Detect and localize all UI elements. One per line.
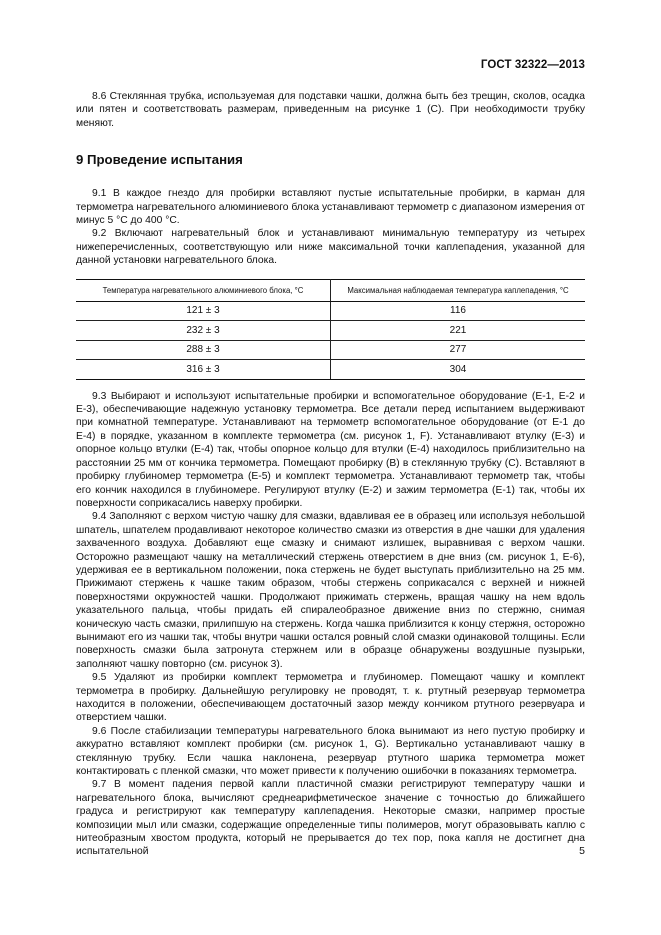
paragraph-9-3: 9.3 Выбирают и используют испытательные пробирки и вспомогательное оборудование (Е-1, Е-2 и Е-3), обеспечивающие надежную установку термометра. Все детали перед испытанием выдерживают при комнатной температуре. Устанавливают на термометр вспомогательное оборудование (от Е-1 до Е-4) в порядке, указанном в комплекте термометра (см. рисунок 1, F). Устанавливают втулку (Е-3) и опорное кольцо втулки (Е-4) так, чтобы опорное кольцо для втулки (Е-4) находилось приблизительно на расстоянии 25 мм от кончика термометра. Помещают пробирку (В) в стеклянную трубку (С). Вставляют в пробирку глубиномер термометра (Е-5) и комплект термометра. Устанавливают термометр так, чтобы его кончик находился в глубиномере. Регулируют втулку (Е-2) и зажим термометра (Е-1) так, чтобы их поверхности соприкасались наверху пробирки. <box>76 390 585 509</box>
paragraph-8-6: 8.6 Стеклянная трубка, используемая для подставки чашки, должна быть без трещин, сколов, осадка или пятен и соответствовать размерам, приведенным на рисунке 1 (С). При необходимости трубку меняют. <box>76 91 585 129</box>
page-number: 5 <box>579 845 585 857</box>
table-header-row <box>76 279 585 301</box>
table-cell: 316 ± 3 <box>76 360 331 380</box>
table-cell: 116 <box>331 301 586 321</box>
table-cell: 277 <box>331 340 586 360</box>
document-body <box>76 90 585 859</box>
document-standard-id: ГОСТ 32322—2013 <box>480 59 585 71</box>
paragraph-9-2: 9.2 Включают нагревательный блок и устанавливают минимальную температуру из четырех нижеперечисленных, соответствующую или ниже максимальной точки каплепадения, указанной для данной установки нагревательного блока. <box>76 228 585 267</box>
table-cell: 232 ± 3 <box>76 321 331 341</box>
table-row <box>76 321 585 341</box>
paragraph-9-1: 9.1 В каждое гнездо для пробирки вставляют пустые испытательные пробирки, в карман для термометра нагревательного алюминиевого блока устанавливают термометр с диапазоном измерения от минус 5 °C до 400 °C. <box>76 188 585 227</box>
temperature-table <box>76 279 585 380</box>
table-cell: 304 <box>331 360 586 380</box>
table-cell: 121 ± 3 <box>76 301 331 321</box>
table-cell: 288 ± 3 <box>76 340 331 360</box>
table-header-block-temperature: Температура нагревательного алюминиевого блока, °C <box>76 279 331 301</box>
table-cell: 221 <box>331 321 586 341</box>
table-header-dropping-point: Максимальная наблюдаемая температура каплепадения, °C <box>331 279 586 301</box>
table-row <box>76 301 585 321</box>
section-heading: 9 Проведение испытания <box>76 152 243 168</box>
paragraph-9-4: 9.4 Заполняют с верхом чистую чашку для смазки, вдавливая ее в образец или используя небольшой шпатель, шпателем продавливают некоторое количество смазки из отверстия в дне чашки для удаления захваченного воздуха. Добавляют еще смазку и снимают излишек, выравнивая с верхом чашки. Осторожно размещают чашку на металлический стержень отверстием в дне вниз (см. рисунок 1, Е-6), удерживая ее в вертикальном положении, пока стержень не будет выступать приблизительно на 25 мм. Прижимают стержень к чашке таким образом, чтобы стержень соприкасался с верхней и нижней поверхностями окружностей чашки. Продолжают прижимать стержень, вращая чашку на нем вдоль указательного пальца, чтобы придать ей спиралеобразное движение вниз по стержню, снимая коническую часть смазки, прилипшую на стержень. Когда чашка приблизится к концу стержня, осторожно вынимают его из чашки так, чтобы внутри чашки остался ровный слой смазки одинаковой толщины. Если поверхность смазки была затронута стержнем или в образце обнаружены воздушные пузырьки, заполняют чашку повторно (см. рисунок 3). <box>76 511 585 670</box>
paragraph-9-7: 9.7 В момент падения первой капли пластичной смазки регистрируют температуру чашки и нагревательного блока, вычисляют среднеарифметическое значение с точностью до ближайшего градуса и регистрируют как температуру каплепадения. Некоторые смазки, например простые композиции мыл или смазки, содержащие определенные типы полимеров, могут образовывать каплю с нитеобразным хвостом продукта, который не прерывается до тех пор, пока капля не достигнет дна испытательной <box>76 779 585 858</box>
paragraph-9-5: 9.5 Удаляют из пробирки комплект термометра и глубиномер. Помещают чашку и комплект термометра в пробирку. Дальнейшую регулировку не проводят, т. к. ртутный резервуар термометра находится в положении, обеспечивающем достаточный зазор между кончиком ртутного резервуара и отверстием чашки. <box>76 672 585 724</box>
table-row <box>76 360 585 380</box>
paragraph-9-6: 9.6 После стабилизации температуры нагревательного блока вынимают из него пустую пробирку и аккуратно вставляют комплект пробирки (см. рисунок 1, G). Вертикально устанавливают чашку в стеклянную трубку. Если чашка наклонена, резервуар ртутного шарика термометра может контактировать с пленкой смазки, что может привести к получению ошибочки в показаниях термометра. <box>76 725 585 778</box>
table-row <box>76 340 585 360</box>
